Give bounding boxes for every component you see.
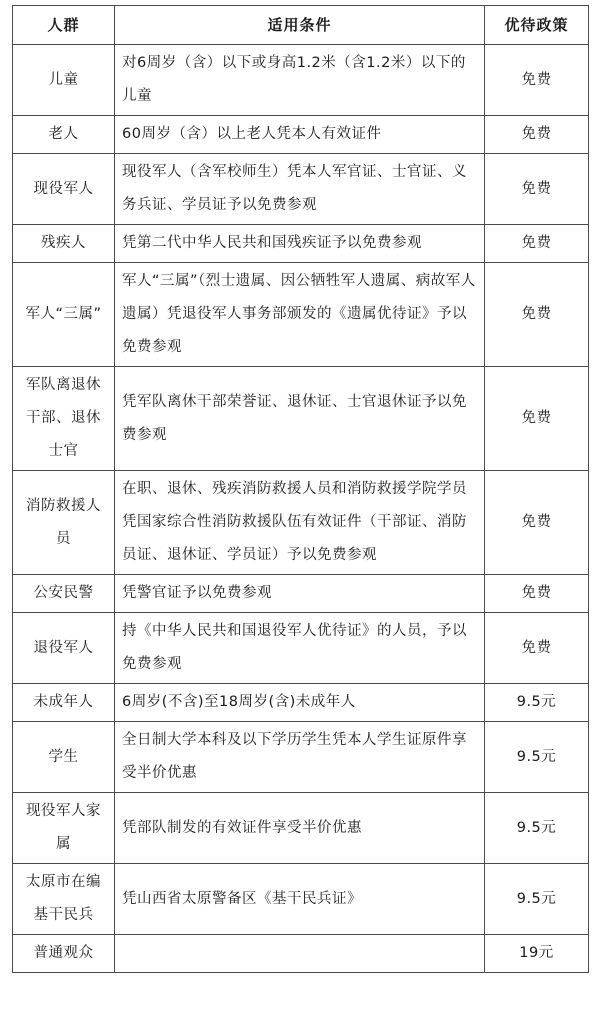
cell-group: 公安民警 [13,575,115,613]
cell-policy: 免费 [485,367,589,471]
table-row [13,471,589,575]
cell-condition: 在职、退休、残疾消防救援人员和消防救援学院学员凭国家综合性消防救援队伍有效证件（干部证、消防员证、退休证、学员证）予以免费参观 [115,471,485,575]
cell-group: 老人 [13,116,115,154]
header-condition: 适用条件 [115,6,485,45]
cell-policy: 19元 [485,935,589,973]
table-row [13,45,589,116]
cell-condition: 对6周岁（含）以下或身高1.2米（含1.2米）以下的儿童 [115,45,485,116]
cell-group: 现役军人家属 [13,793,115,864]
cell-condition: 凭警官证予以免费参观 [115,575,485,613]
cell-condition [115,935,485,973]
table-row [13,935,589,973]
cell-group: 普通观众 [13,935,115,973]
table-row [13,793,589,864]
cell-group: 现役军人 [13,154,115,225]
table-row [13,722,589,793]
cell-group: 退役军人 [13,613,115,684]
cell-condition: 60周岁（含）以上老人凭本人有效证件 [115,116,485,154]
cell-condition: 6周岁(不含)至18周岁(含)未成年人 [115,684,485,722]
cell-group: 学生 [13,722,115,793]
cell-condition: 持《中华人民共和国退役军人优待证》的人员，予以免费参观 [115,613,485,684]
cell-condition: 凭部队制发的有效证件享受半价优惠 [115,793,485,864]
cell-group: 残疾人 [13,225,115,263]
cell-policy: 免费 [485,263,589,367]
cell-policy: 9.5元 [485,684,589,722]
cell-policy: 9.5元 [485,722,589,793]
table-row [13,613,589,684]
table-row [13,154,589,225]
table-body [13,45,589,973]
table-row [13,116,589,154]
cell-group: 儿童 [13,45,115,116]
cell-group: 消防救援人员 [13,471,115,575]
ticket-policy-table [12,5,589,973]
cell-policy: 免费 [485,225,589,263]
header-group: 人群 [13,6,115,45]
table-row [13,225,589,263]
cell-policy: 免费 [485,154,589,225]
cell-group: 未成年人 [13,684,115,722]
cell-policy: 9.5元 [485,793,589,864]
cell-group: 军队离退休干部、退休士官 [13,367,115,471]
cell-group: 太原市在编基干民兵 [13,864,115,935]
cell-condition: 全日制大学本科及以下学历学生凭本人学生证原件享受半价优惠 [115,722,485,793]
cell-condition: 凭第二代中华人民共和国残疾证予以免费参观 [115,225,485,263]
cell-policy: 免费 [485,575,589,613]
cell-condition: 凭山西省太原警备区《基干民兵证》 [115,864,485,935]
table-row [13,367,589,471]
cell-policy: 免费 [485,613,589,684]
cell-condition: 现役军人（含军校师生）凭本人军官证、士官证、义务兵证、学员证予以免费参观 [115,154,485,225]
cell-policy: 免费 [485,471,589,575]
cell-group: 军人“三属” [13,263,115,367]
table-row [13,684,589,722]
cell-condition: 军人“三属”（烈士遗属、因公牺牲军人遗属、病故军人遗属）凭退役军人事务部颁发的《遗属优待证》予以免费参观 [115,263,485,367]
cell-policy: 9.5元 [485,864,589,935]
table-row [13,575,589,613]
cell-condition: 凭军队离休干部荣誉证、退休证、士官退休证予以免费参观 [115,367,485,471]
header-policy: 优待政策 [485,6,589,45]
table-row [13,864,589,935]
cell-policy: 免费 [485,116,589,154]
cell-policy: 免费 [485,45,589,116]
table-row [13,263,589,367]
table-header-row [13,6,589,45]
